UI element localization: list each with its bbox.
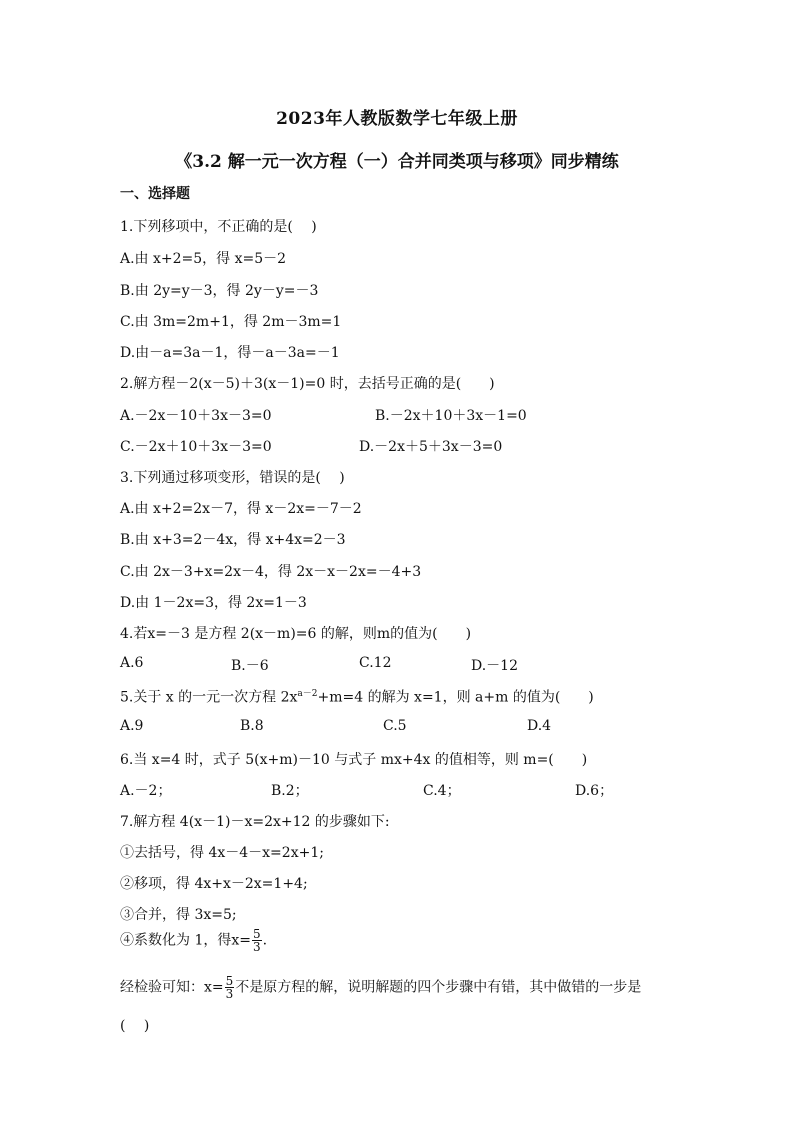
question-1-stem: 1.下列移项中，不正确的是( ) xyxy=(120,219,317,235)
document-subtitle: 《3.2 解一元一次方程（一）合并同类项与移项》同步精练 xyxy=(175,152,619,172)
question-5-stem-post: +m=4 的解为 x=1，则 a+m 的值为( ) xyxy=(317,689,594,706)
fraction-numerator: 5 xyxy=(252,927,261,941)
question-7-check xyxy=(120,975,641,1000)
question-5-option-c: C.5 xyxy=(383,718,407,734)
question-3-option-b: B.由 x+3=2－4x，得 x+4x=2－3 xyxy=(120,532,346,548)
question-6-stem: 6.当 x=4 时，式子 5(x+m)－10 与式子 mx+4x 的值相等，则 m=( ) xyxy=(120,752,588,768)
question-5-stem-pre: 5.关于 x 的一元一次方程 2x xyxy=(120,689,298,706)
question-5-option-b: B.8 xyxy=(240,718,264,734)
question-7-check-pre: 经检验可知：x= xyxy=(120,979,224,996)
question-3-stem: 3.下列通过移项变形，错误的是( ) xyxy=(120,470,345,486)
question-7-step-2: ②移项，得 4x+x－2x=1+4; xyxy=(120,876,308,892)
question-1-option-c: C.由 3m=2m+1，得 2m－3m=1 xyxy=(120,314,342,330)
question-3-option-d: D.由 1－2x=3，得 2x=1－3 xyxy=(120,595,307,611)
question-1-option-b: B.由 2y=y－3，得 2y－y=－3 xyxy=(120,283,319,299)
question-2-option-b: B.－2x＋10＋3x－1=0 xyxy=(375,408,527,424)
question-7-step-4 xyxy=(120,928,267,953)
question-4-option-d: D.－12 xyxy=(471,658,518,674)
question-5-stem xyxy=(120,686,594,707)
question-6-option-c: C.4； xyxy=(423,783,461,799)
question-7-answer-blank: ( ) xyxy=(120,1018,150,1034)
fraction-denominator: 3 xyxy=(252,940,261,954)
question-7-check-post: 不是原方程的解，说明解题的四个步骤中有错，其中做错的一步是 xyxy=(235,979,642,996)
question-1-option-d: D.由－a=3a－1，得－a－3a=－1 xyxy=(120,345,340,361)
question-5-option-a: A.9 xyxy=(120,718,144,734)
question-2-stem: 2.解方程－2(x－5)＋3(x－1)=0 时，去括号正确的是( ) xyxy=(120,376,495,392)
question-7-step-3: ③合并，得 3x=5; xyxy=(120,907,237,923)
question-4-option-c: C.12 xyxy=(359,655,392,671)
question-5-exponent: a－2 xyxy=(297,689,318,699)
fraction-five-thirds-check xyxy=(225,975,235,1000)
question-3-option-a: A.由 x+2=2x－7，得 x－2x=－7－2 xyxy=(120,501,362,517)
section-heading: 一、选择题 xyxy=(120,186,190,202)
question-7-stem: 7.解方程 4(x－1)－x=2x+12 的步骤如下: xyxy=(120,814,390,830)
question-4-stem: 4.若x=－3 是方程 2(x－m)=6 的解，则m的值为( ) xyxy=(120,626,472,642)
document-title: 2023年人教版数学七年级上册 xyxy=(276,109,518,129)
fraction-numerator: 5 xyxy=(225,974,234,988)
question-6-option-d: D.6； xyxy=(575,783,614,799)
question-3-option-c: C.由 2x－3+x=2x－4，得 2x－x－2x=－4+3 xyxy=(120,564,422,580)
question-7-step-1: ①去括号，得 4x－4－x=2x+1; xyxy=(120,845,324,861)
question-1-option-a: A.由 x+2=5，得 x=5－2 xyxy=(120,251,287,267)
question-7-step-4-period: . xyxy=(262,932,268,949)
fraction-five-thirds xyxy=(252,928,262,953)
question-6-option-b: B.2； xyxy=(271,783,309,799)
question-2-option-c: C.－2x＋10＋3x－3=0 xyxy=(120,439,272,455)
question-2-option-a: A.－2x－10＋3x－3=0 xyxy=(120,408,272,424)
question-6-option-a: A.－2； xyxy=(120,783,172,799)
fraction-denominator: 3 xyxy=(225,987,234,1001)
question-4-option-a: A.6 xyxy=(120,655,144,671)
question-4-option-b: B.－6 xyxy=(231,658,269,674)
question-5-option-d: D.4 xyxy=(527,718,552,734)
question-2-option-d: D.－2x＋5＋3x－3=0 xyxy=(359,439,503,455)
question-7-step-4-text: ④系数化为 1，得x= xyxy=(120,932,251,949)
